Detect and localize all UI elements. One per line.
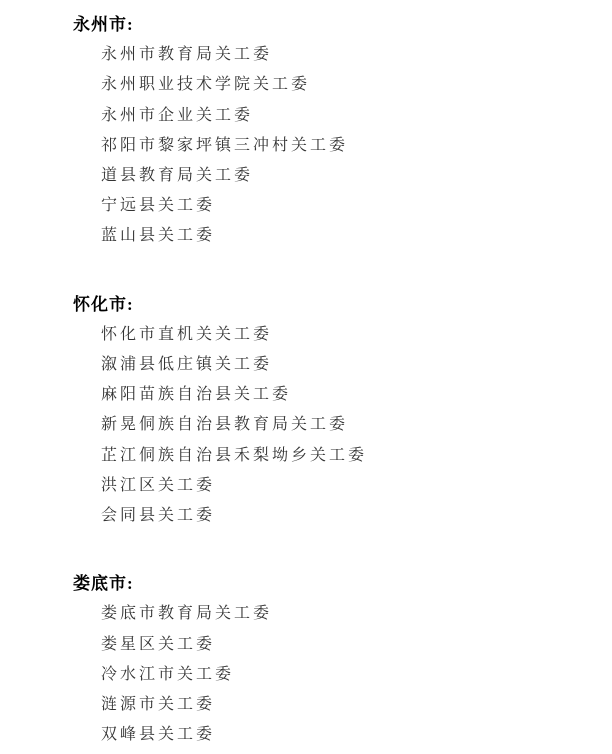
org-list-item: 双峰县关工委 xyxy=(101,726,216,744)
org-list-item: 永州市企业关工委 xyxy=(101,106,254,124)
org-list-item: 洪江区关工委 xyxy=(101,476,216,494)
section-header-yongzhou: 永州市: xyxy=(73,15,134,34)
section-header-huaihua: 怀化市: xyxy=(73,294,134,314)
org-list-item: 溆浦县低庄镇关工委 xyxy=(101,356,273,374)
org-list-item: 冷水江市关工委 xyxy=(101,665,235,683)
org-list-item: 麻阳苗族自治县关工委 xyxy=(101,386,292,404)
org-list-item: 宁远县关工委 xyxy=(101,197,216,215)
org-list-item: 永州市教育局关工委 xyxy=(101,46,273,64)
section-loudi xyxy=(73,569,572,750)
org-list-item: 新晃侗族自治县教育局关工委 xyxy=(101,416,349,434)
org-list-item: 祁阳市黎家坪镇三冲村关工委 xyxy=(101,136,349,154)
org-list-item: 道县教育局关工委 xyxy=(101,167,254,185)
org-list-item: 永州职业技术学院关工委 xyxy=(101,76,311,94)
org-list-item: 蓝山县关工委 xyxy=(101,227,216,245)
section-huaihua xyxy=(73,290,572,532)
section-header-loudi: 娄底市: xyxy=(73,574,134,594)
org-list-item: 怀化市直机关关工委 xyxy=(101,325,273,343)
org-list-item: 芷江侗族自治县禾梨坳乡关工委 xyxy=(101,446,368,464)
org-list-item: 会同县关工委 xyxy=(101,507,216,525)
section-yongzhou xyxy=(73,10,572,252)
org-list-item: 涟源市关工委 xyxy=(101,696,216,714)
org-list-item: 娄星区关工委 xyxy=(101,635,216,653)
org-list-item: 娄底市教育局关工委 xyxy=(101,605,273,623)
